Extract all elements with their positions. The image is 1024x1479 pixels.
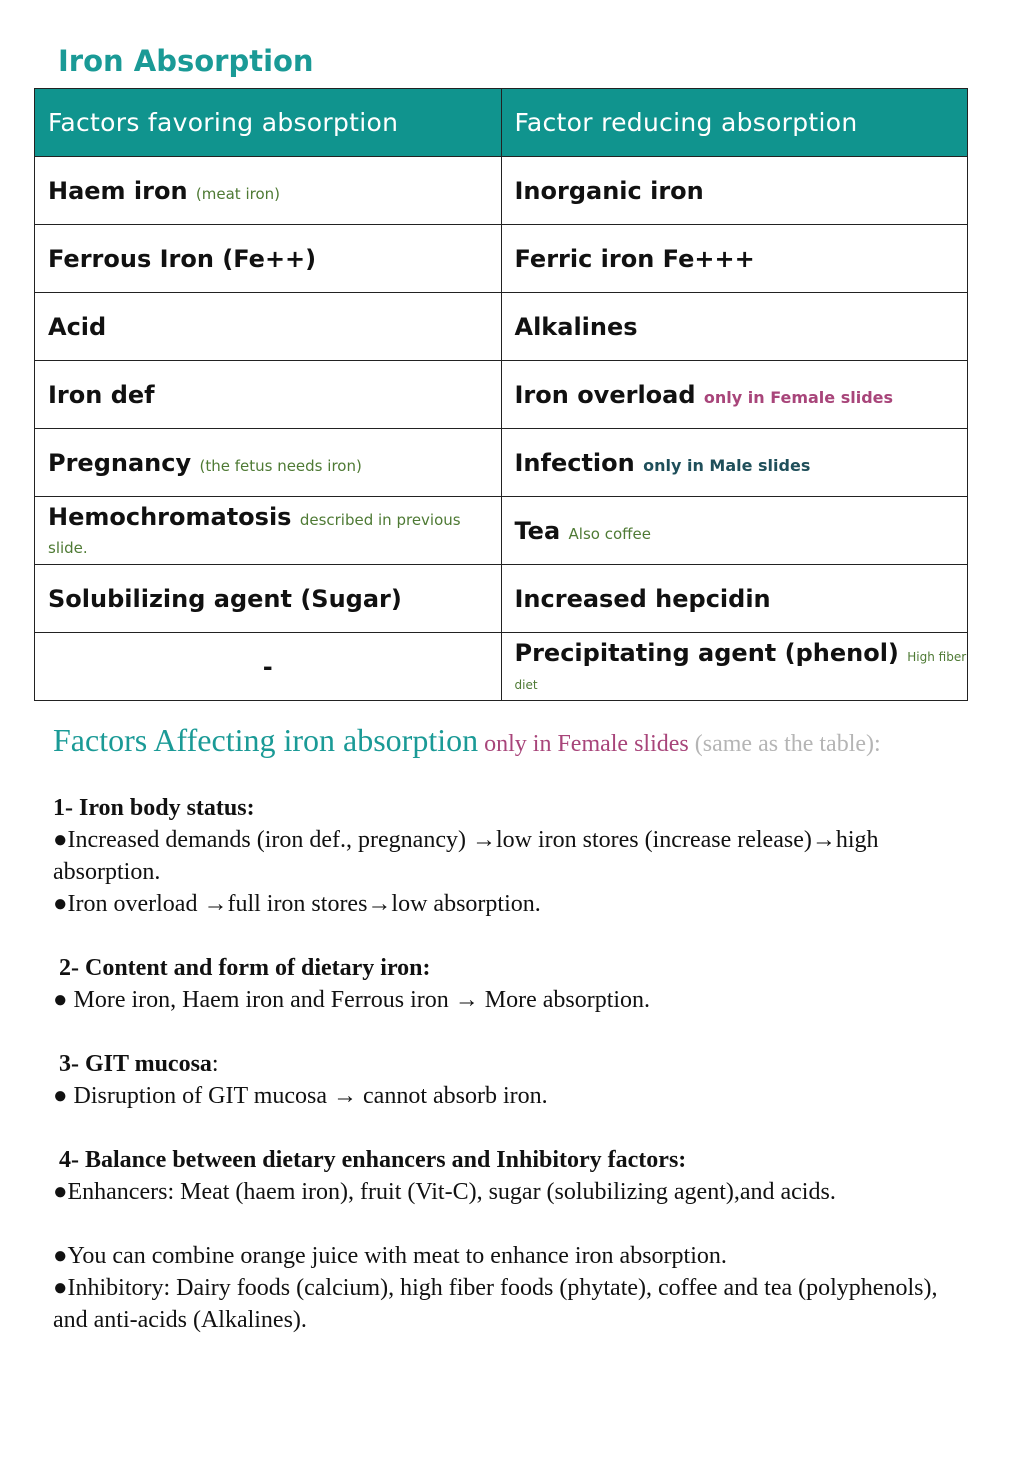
cell-note: (meat iron) (195, 184, 280, 203)
table-row (35, 225, 968, 293)
cell-reducing (501, 565, 968, 633)
section-heading (53, 724, 953, 760)
cell-favoring (35, 633, 502, 701)
cell-favoring (35, 497, 502, 565)
cell-text: Pregnancy (48, 448, 192, 477)
section-3-bullet: ● Disruption of GIT mucosa → cannot absorb iron. (53, 1083, 548, 1109)
cell-reducing (501, 361, 968, 429)
cell-text: - (262, 652, 273, 681)
table-row (35, 633, 968, 701)
section-3-colon: : (211, 1051, 219, 1077)
cell-text: Iron overload (514, 380, 696, 409)
spacer (53, 760, 953, 792)
iron-absorption-table (34, 88, 968, 701)
section-4-bullet: ●Inhibitory: Dairy foods (calcium), high fiber foods (phytate), coffee and tea (polyphenols), and anti-acids (Alkalines). (53, 1275, 938, 1333)
cell-text: Solubilizing agent (Sugar) (48, 584, 402, 613)
cell-reducing (501, 225, 968, 293)
cell-favoring (35, 225, 502, 293)
cell-text: Increased hepcidin (514, 584, 771, 613)
cell-note: only in Male slides (643, 455, 811, 475)
cell-text: Iron def (48, 380, 155, 409)
section-1-bullet: ●Increased demands (iron def., pregnancy) →low iron stores (increase release)→high absorption. (53, 827, 879, 885)
cell-text: Ferric iron Fe+++ (514, 244, 755, 273)
section-1-bullet: ●Iron overload →full iron stores→low absorption. (53, 891, 541, 917)
cell-favoring (35, 293, 502, 361)
section-3-title-line (53, 1048, 953, 1080)
cell-note: Also coffee (568, 524, 651, 543)
section-2-bullet: ● More iron, Haem iron and Ferrous iron → More absorption. (53, 987, 651, 1013)
cell-text: Hemochromatosis (48, 502, 292, 531)
cell-text: Infection (514, 448, 635, 477)
page-title: Iron Absorption (58, 44, 314, 78)
cell-text: Acid (48, 312, 107, 341)
cell-text: Alkalines (514, 312, 638, 341)
cell-reducing (501, 429, 968, 497)
header-favoring: Factors favoring absorption (35, 89, 502, 157)
heading-note-female: only in Female slides (484, 731, 689, 757)
table-header-row (35, 89, 968, 157)
cell-favoring (35, 157, 502, 225)
table-row (35, 361, 968, 429)
heading-note-table: (same as the table): (694, 731, 881, 757)
cell-reducing (501, 497, 968, 565)
cell-note: described in previous slide. (48, 510, 461, 557)
header-reducing: Factor reducing absorption (501, 89, 968, 157)
spacer (53, 920, 953, 952)
cell-text: Tea (514, 516, 561, 545)
section-2-title: 2- Content and form of dietary iron: (59, 955, 431, 981)
cell-note: only in Female slides (703, 387, 894, 407)
cell-reducing (501, 293, 968, 361)
cell-reducing (501, 157, 968, 225)
section-4-bullet: ●Enhancers: Meat (haem iron), fruit (Vit-C), sugar (solubilizing agent),and acids. (53, 1179, 836, 1205)
cell-note: High fiber diet (514, 649, 967, 692)
section-4-title: 4- Balance between dietary enhancers and Inhibitory factors: (59, 1147, 687, 1173)
cell-reducing (501, 633, 968, 701)
table-row (35, 293, 968, 361)
spacer (53, 1208, 953, 1240)
cell-text: Inorganic iron (514, 176, 704, 205)
cell-favoring (35, 565, 502, 633)
section-3-title: 3- GIT mucosa (59, 1051, 212, 1077)
table-row (35, 565, 968, 633)
spacer (53, 1112, 953, 1144)
cell-text: Precipitating agent (phenol) (514, 638, 899, 667)
factors-section (53, 724, 953, 1336)
section-1-title: 1- Iron body status: (53, 795, 255, 821)
cell-note: (the fetus needs iron) (199, 456, 362, 475)
spacer (53, 1016, 953, 1048)
cell-text: Ferrous Iron (Fe++) (48, 244, 317, 273)
cell-favoring (35, 429, 502, 497)
table-row (35, 429, 968, 497)
section-4-bullet: ●You can combine orange juice with meat to enhance iron absorption. (53, 1243, 727, 1269)
cell-text: Haem iron (48, 176, 188, 205)
heading-text: Factors Affecting iron absorption (53, 722, 479, 758)
cell-favoring (35, 361, 502, 429)
table-row (35, 157, 968, 225)
table-row (35, 497, 968, 565)
